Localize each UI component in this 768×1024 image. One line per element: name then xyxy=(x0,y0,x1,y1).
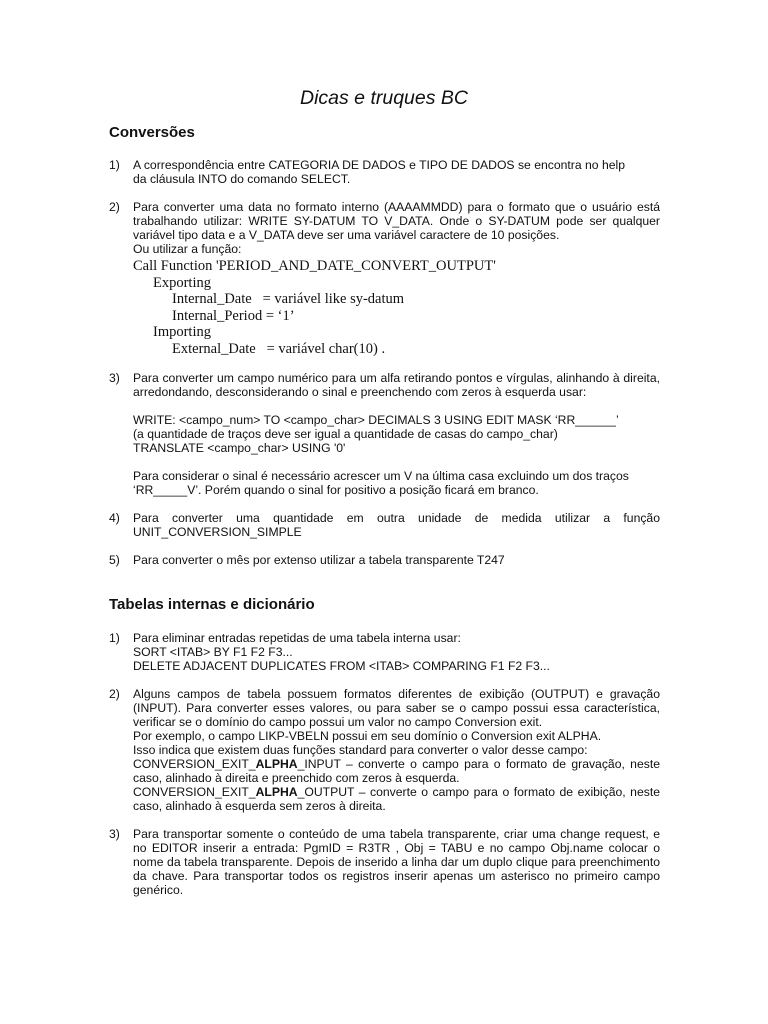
item-text: Para transportar somente o conteúdo de uma tabela transparente, criar uma change request, e no EDITOR inserir a entrada: PgmID = R3TR , Obj = TABU e no campo Obj.name colocar o nome da tabela transparente. Depois de inserido a linha dar um duplo clique para preenchimento da chave. Para transportar todos os registros inserir apenas um asterisco no primeiro campo genérico. xyxy=(133,827,660,897)
code-block xyxy=(133,258,660,358)
item-text: Ou utilizar a função: xyxy=(133,242,242,256)
list-item xyxy=(109,158,660,186)
list-item xyxy=(109,553,660,567)
item-number: 2) xyxy=(109,200,120,214)
document-title: Dicas e truques BC xyxy=(300,87,468,109)
item-text: Para converter uma data no formato interno (AAAAMMDD) para o formato que o usuário está trabalhando utilizar: WRITE SY-DATUM TO V_DATA. Onde o SY-DATUM pode ser qualquer variável tipo data e a V_DATA deve ser uma variável caractere de 10 posições. xyxy=(133,200,660,242)
code-line: WRITE: <campo_num> TO <campo_char> DECIMALS 3 USING EDIT MASK ‘RR______’ xyxy=(133,413,619,427)
item-text: UNIT_CONVERSION_SIMPLE xyxy=(133,525,302,539)
list-item xyxy=(109,687,660,813)
item-number: 3) xyxy=(109,371,120,385)
item-number: 1) xyxy=(109,158,120,172)
item-note: Para considerar o sinal é necessário acrescer um V na última casa excluindo um dos traços ‘RR_____V’. Porém quando o sinal for positivo a posição ficará em branco. xyxy=(133,469,629,497)
item-text: da cláusula INTO do comando SELECT. xyxy=(133,172,351,186)
item-text: Para converter o mês por extenso utilizar a tabela transparente T247 xyxy=(133,553,505,567)
item-number: 5) xyxy=(109,553,120,567)
item-text: Isso indica que existem duas funções standard para converter o valor desse campo: xyxy=(133,743,588,757)
function-description: CONVERSION_EXIT_ALPHA_INPUT – converte o campo para o formato de gravação, neste caso, alinhado à direita e preenchido com zeros à esquerda. xyxy=(133,757,660,785)
list-item xyxy=(109,200,660,256)
item-text: Alguns campos de tabela possuem formatos diferentes de exibição (OUTPUT) e gravação (INPUT). Para converter esses valores, ou para saber se o campo possui essa característica, verificar se o domínio do campo possui um valor no campo Conversion exit. xyxy=(133,687,660,729)
code-line: Internal_Date = variável like sy-datum xyxy=(172,291,405,308)
code-line: TRANSLATE <campo_char> USING '0' xyxy=(133,441,346,455)
code-line: (a quantidade de traços deve ser igual a quantidade de casas do campo_char) xyxy=(133,427,558,441)
code-line: Call Function 'PERIOD_AND_DATE_CONVERT_OUTPUT' xyxy=(133,258,496,274)
item-text: Para eliminar entradas repetidas de uma tabela interna usar: xyxy=(133,631,461,645)
code-line: Internal_Period = ‘1’ xyxy=(172,307,295,324)
item-text: A correspondência entre CATEGORIA DE DADOS e TIPO DE DADOS se encontra no help xyxy=(133,158,626,172)
item-text: Para converter uma quantidade em outra unidade de medida utilizar a função xyxy=(133,511,660,525)
function-description: CONVERSION_EXIT_ALPHA_OUTPUT – converte o campo para o formato de exibição, neste caso, alinhado à esquerda sem zeros à direita. xyxy=(133,785,660,813)
code-line: SORT <ITAB> BY F1 F2 F3... xyxy=(133,645,293,659)
code-line: DELETE ADJACENT DUPLICATES FROM <ITAB> COMPARING F1 F2 F3... xyxy=(133,659,550,673)
section-heading-conversoes: Conversões xyxy=(109,124,195,141)
list-item xyxy=(109,511,660,539)
item-number: 2) xyxy=(109,687,120,701)
list-item xyxy=(109,631,660,673)
code-line: Exporting xyxy=(153,274,211,291)
code-line: External_Date = variável char(10) . xyxy=(172,340,386,357)
item-number: 4) xyxy=(109,511,120,525)
item-number: 3) xyxy=(109,827,120,841)
item-text: Por exemplo, o campo LIKP-VBELN possui em seu domínio o Conversion exit ALPHA. xyxy=(133,729,602,743)
code-line: Importing xyxy=(153,324,211,341)
item-text: Para converter um campo numérico para um alfa retirando pontos e vírgulas, alinhando à direita, arredondando, desconsiderando o sinal e preenchendo com zeros à esquerda usar: xyxy=(133,371,660,399)
list-item xyxy=(109,371,660,497)
item-number: 1) xyxy=(109,631,120,645)
section-heading-tabelas: Tabelas internas e dicionário xyxy=(109,596,315,613)
list-item xyxy=(109,827,660,897)
